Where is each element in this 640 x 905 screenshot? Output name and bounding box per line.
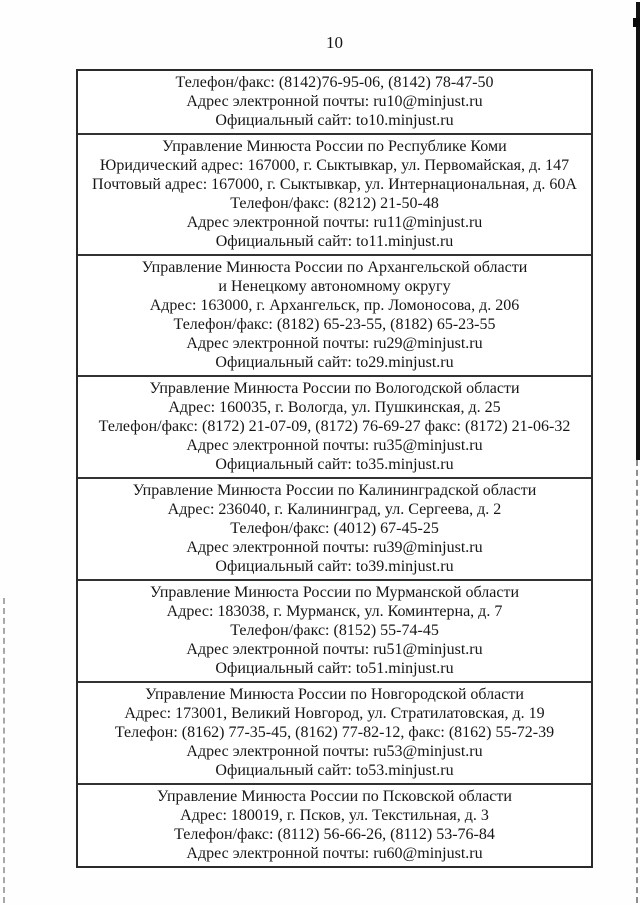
text-line: Адрес: 173001, Великий Новгород, ул. Стратилатовская, д. 19 (124, 705, 545, 722)
text-line: Управление Минюста России по Псковской области (157, 788, 512, 805)
text-line: Управление Минюста России по Калининградской области (132, 482, 537, 499)
text-line: Официальный сайт: to29.minjust.ru (215, 354, 454, 371)
text-line: Адрес: 160035, г. Вологда, ул. Пушкинская, д. 25 (168, 399, 501, 416)
text-line: Адрес электронной почты: ru35@minjust.ru (186, 437, 483, 454)
table-row (78, 375, 591, 477)
text-line: Телефон/факс: (8142)76-95-06, (8142) 78-47-50 (175, 74, 494, 91)
text-line: Адрес электронной почты: ru51@minjust.ru (186, 641, 483, 658)
text-line: Адрес: 163000, г. Архангельск, пр. Ломоносова, д. 206 (149, 297, 520, 314)
text-line: Адрес электронной почты: ru10@minjust.ru (186, 93, 483, 110)
text-line: Адрес: 236040, г. Калининград, ул. Сергеева, д. 2 (167, 501, 502, 518)
text-line: и Ненецкому автономному округу (218, 278, 451, 295)
scan-fold-line (3, 598, 5, 903)
table-row (78, 71, 591, 133)
table-row (78, 681, 591, 783)
scan-edge-mark (633, 18, 640, 27)
table-row (78, 254, 591, 375)
text-line: Телефон/факс: (4012) 67-45-25 (230, 520, 439, 537)
text-line: Официальный сайт: to51.minjust.ru (215, 660, 454, 677)
text-line: Управление Минюста России по Вологодской области (149, 380, 520, 397)
text-line: Адрес электронной почты: ru39@minjust.ru (186, 539, 483, 556)
text-line: Управление Минюста России по Мурманской области (149, 584, 520, 601)
text-line: Телефон/факс: (8212) 21-50-48 (230, 195, 439, 212)
text-line: Адрес электронной почты: ru60@minjust.ru (186, 845, 483, 862)
text-line: Официальный сайт: to53.minjust.ru (215, 762, 454, 779)
contacts-table (76, 69, 593, 868)
text-line: Управление Минюста России по Новгородской области (145, 686, 524, 703)
text-line: Телефон/факс: (8112) 56-66-26, (8112) 53-76-84 (174, 826, 495, 843)
text-line: Официальный сайт: to11.minjust.ru (215, 233, 454, 250)
scan-edge-bar (636, 2, 640, 460)
text-line: Управление Минюста России по Республике Коми (162, 138, 507, 155)
scan-edge-line-lower (636, 460, 638, 903)
page-number: 10 (326, 33, 343, 52)
text-line: Почтовый адрес: 167000, г. Сыктывкар, ул. Интернациональная, д. 60А (92, 176, 577, 193)
text-line: Адрес: 183038, г. Мурманск, ул. Коминтерна, д. 7 (166, 603, 503, 620)
text-line: Юридический адрес: 167000, г. Сыктывкар, ул. Первомайская, д. 147 (99, 157, 570, 174)
text-line: Официальный сайт: to35.minjust.ru (215, 456, 454, 473)
text-line: Управление Минюста России по Архангельской области (141, 259, 528, 276)
text-line: Телефон/факс: (8172) 21-07-09, (8172) 76-69-27 факс: (8172) 21-06-32 (98, 418, 571, 435)
table-row (78, 477, 591, 579)
text-line: Адрес электронной почты: ru29@minjust.ru (186, 335, 483, 352)
table-row (78, 579, 591, 681)
text-line: Официальный сайт: to10.minjust.ru (215, 112, 454, 129)
text-line: Официальный сайт: to39.minjust.ru (215, 558, 454, 575)
text-line: Телефон/факс: (8182) 65-23-55, (8182) 65-23-55 (173, 316, 496, 333)
table-row (78, 133, 591, 254)
text-line: Адрес электронной почты: ru53@minjust.ru (186, 743, 483, 760)
text-line: Адрес: 180019, г. Псков, ул. Текстильная, д. 3 (180, 807, 489, 824)
text-line: Адрес электронной почты: ru11@minjust.ru (186, 214, 483, 231)
table-row (78, 783, 591, 866)
text-line: Телефон: (8162) 77-35-45, (8162) 77-82-12, факс: (8162) 55-72-39 (114, 724, 555, 741)
text-line: Телефон/факс: (8152) 55-74-45 (230, 622, 439, 639)
